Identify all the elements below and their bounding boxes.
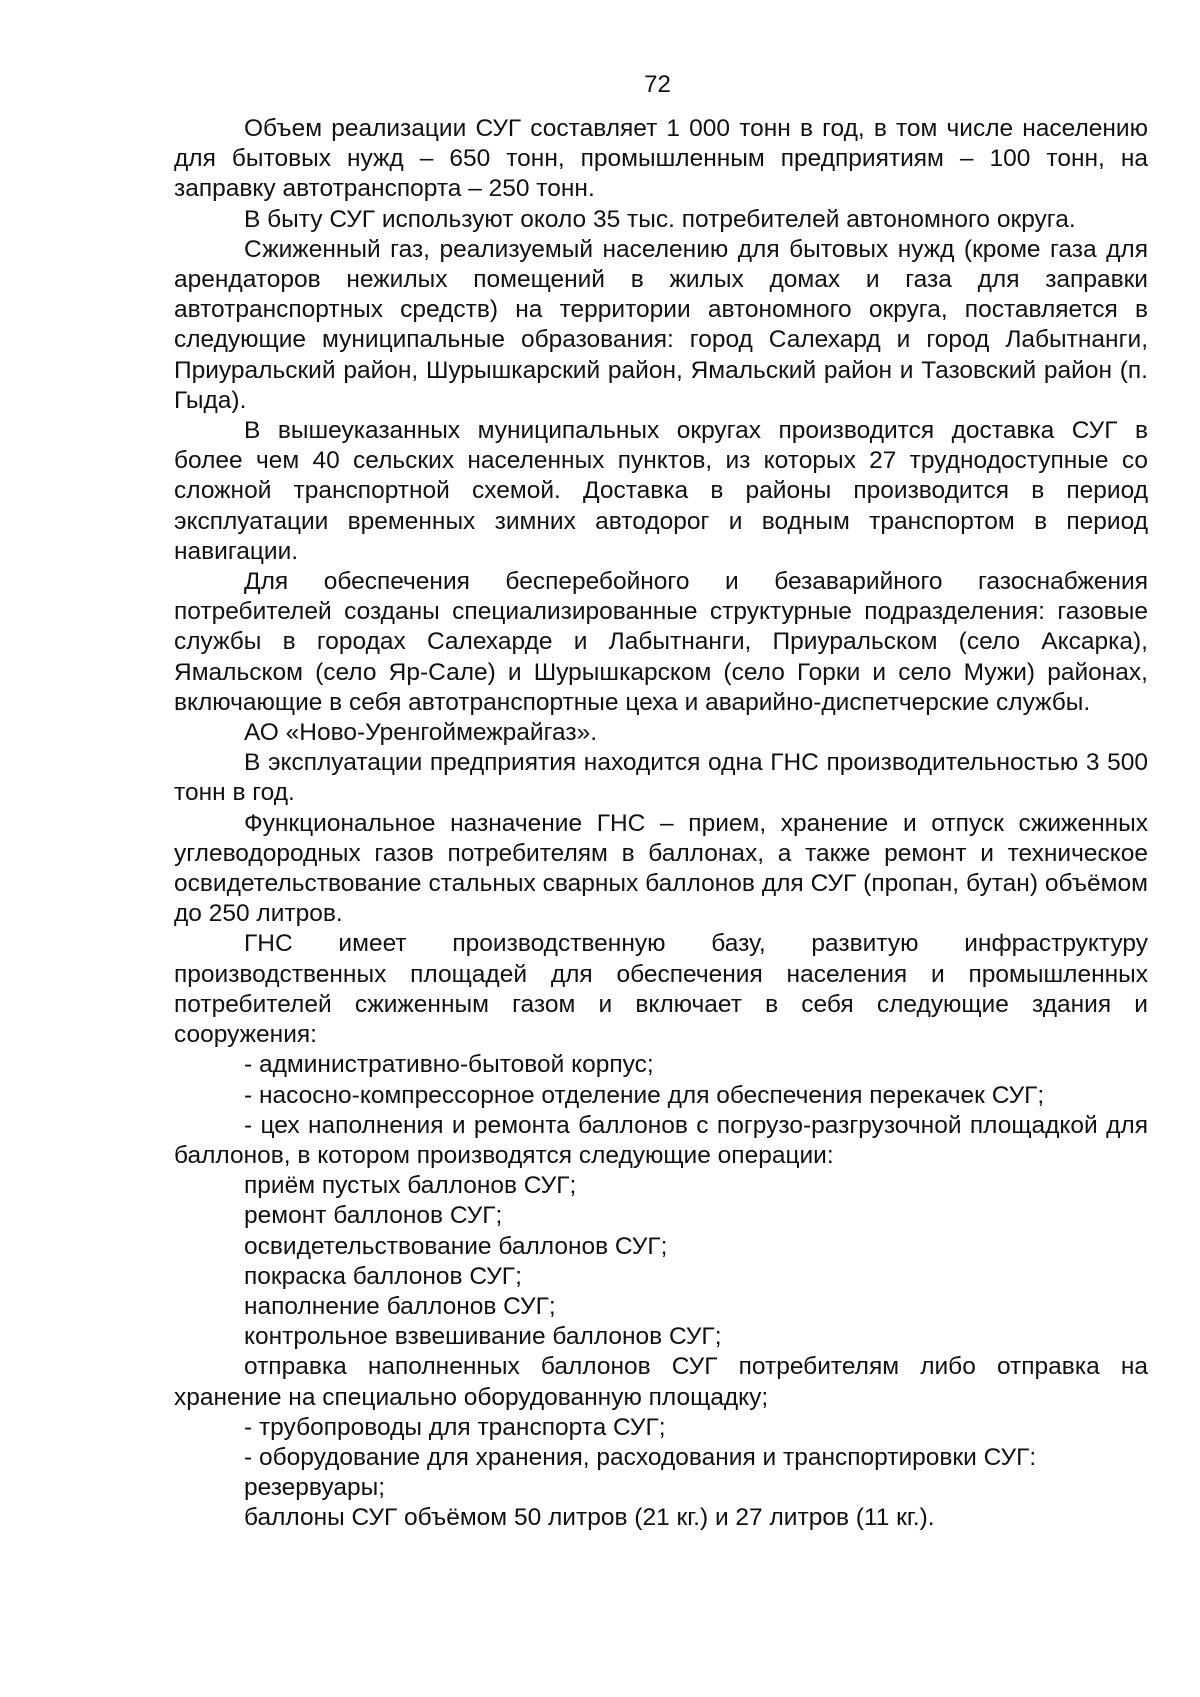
- list-item: - административно-бытовой корпус;: [244, 1051, 654, 1079]
- paragraph-delivery: В вышеуказанных муниципальных округах производится доставка СУГ в более чем 40 сельских населенных пунктов, из которых 27 труднодоступные со сложной транспортной схемой. Доставка в районы производится в период эксплуатации временных зимних автодорог и водным транспортом в период навигации.: [174, 417, 1148, 565]
- list-item: приём пустых баллонов СУГ;: [244, 1172, 577, 1200]
- list-item: освидетельствование баллонов СУГ;: [244, 1232, 668, 1260]
- list-item: - трубопроводы для транспорта СУГ;: [244, 1413, 666, 1441]
- list-item: - цех наполнения и ремонта баллонов с погрузо-разгрузочной площадкой для баллонов, в котором производятся следующие операции:: [174, 1111, 1148, 1169]
- paragraph-gns-function: Функциональное назначение ГНС – прием, хранение и отпуск сжиженных углеводородных газов потребителям в баллонах, а также ремонт и техническое освидетельствование стальных сварных баллонов для СУГ (пропан, бутан) объёмом до 250 литров.: [174, 809, 1148, 928]
- paragraph-gns-capacity: В эксплуатации предприятия находится одна ГНС производительностью 3 500 тонн в год.: [174, 749, 1148, 807]
- body-text: [174, 114, 1148, 1534]
- paragraph-liquefied-gas-supply: Сжиженный газ, реализуемый населению для бытовых нужд (кроме газа для арендаторов нежилых помещений в жилых домах и газа для заправки автотранспортных средств) на территории автономного округа, поставляется в следующие муниципальные образования: город Салехард и город Лабытнанги, Приуральский район, Шурышкарский район, Ямальский район и Тазовский район (п. Гыда).: [174, 235, 1148, 414]
- list-item: покраска баллонов СУГ;: [244, 1262, 522, 1290]
- paragraph-company-name: АО «Ново-Уренгоймежрайгаз».: [244, 719, 598, 747]
- list-item: отправка наполненных баллонов СУГ потребителям либо отправка на хранение на специально оборудованную площадку;: [174, 1353, 1148, 1411]
- list-item: ремонт баллонов СУГ;: [244, 1202, 503, 1230]
- list-item: наполнение баллонов СУГ;: [244, 1292, 556, 1320]
- list-item: контрольное взвешивание баллонов СУГ;: [244, 1323, 722, 1351]
- paragraph-sug-volume: Объем реализации СУГ составляет 1 000 тонн в год, в том числе населению для бытовых нужд – 650 тонн, промышленным предприятиям – 100 тонн, на заправку автотранспорта – 250 тонн.: [174, 115, 1148, 203]
- paragraph-gas-services: Для обеспечения бесперебойного и безаварийного газоснабжения потребителей созданы специализированные структурные подразделения: газовые службы в городах Салехарде и Лабытнанги, Приуральском (село Аксарка), Ямальском (село Яр-Сале) и Шурышкарском (село Горки и село Мужи) районах, включающие в себя автотранспортные цеха и аварийно-диспетчерские службы.: [174, 568, 1148, 716]
- list-item: - оборудование для хранения, расходования и транспортировки СУГ:: [244, 1443, 1037, 1471]
- list-item: - насосно-компрессорное отделение для обеспечения перекачек СУГ;: [244, 1081, 1045, 1109]
- list-item: резервуары;: [244, 1474, 386, 1502]
- paragraph-household-consumers: В быту СУГ используют около 35 тыс. потребителей автономного округа.: [244, 205, 1076, 233]
- paragraph-gns-base: ГНС имеет производственную базу, развитую инфраструктуру производственных площадей для обеспечения населения и промышленных потребителей сжиженным газом и включает в себя следующие здания и сооружения:: [174, 930, 1148, 1049]
- list-item: баллоны СУГ объёмом 50 литров (21 кг.) и 27 литров (11 кг.).: [244, 1504, 935, 1532]
- page-number: 72: [644, 71, 671, 98]
